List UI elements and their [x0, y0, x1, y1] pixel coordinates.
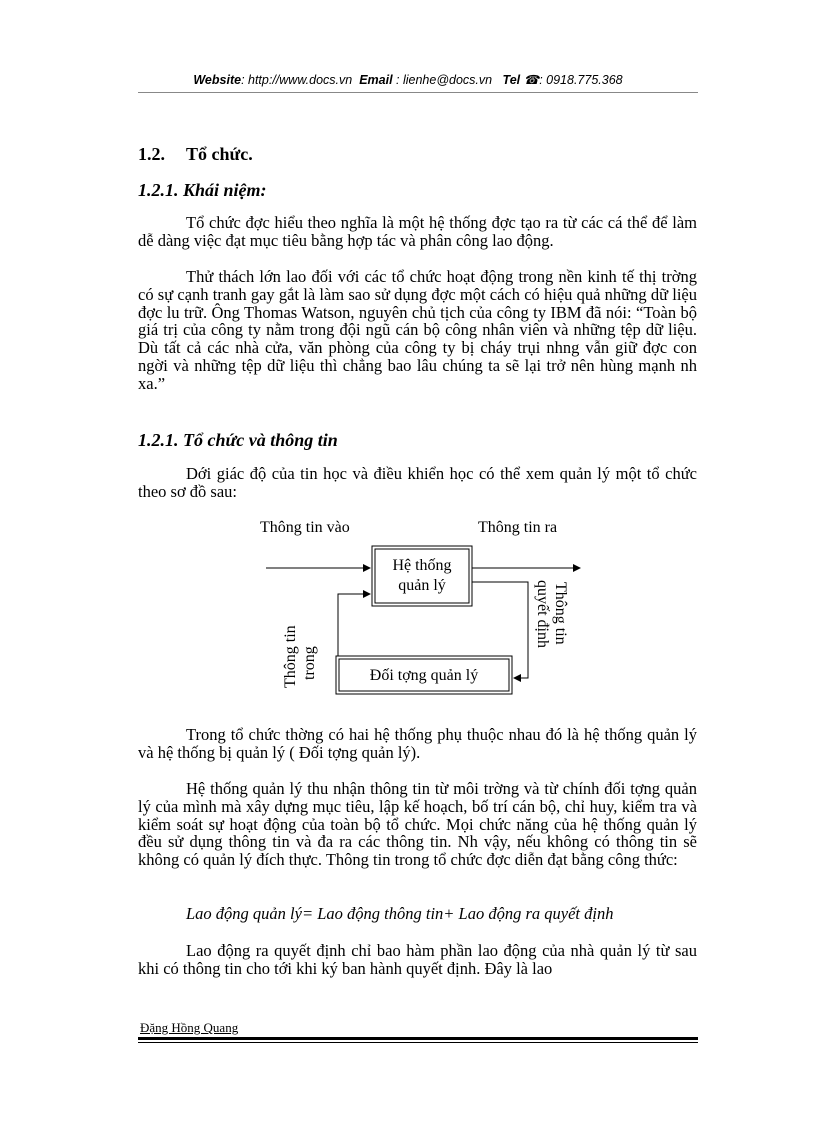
system-line-1: Hệ thống: [392, 557, 452, 574]
management-diagram: [250, 510, 590, 710]
object-label: Đối tợng quản lý: [369, 667, 479, 684]
paragraph-2: Thử thách lớn lao đối với các tổ chức hoạt động trong nền kinh tế thị trờng có sự cạnh tranh gay gắt là làm sao sử dụng đợc một cách có hiệu quả những dữ liệu đợc lu trữ. Ông Thomas Watson, nguyên chủ tịch của công ty IBM đã nói: “Toàn bộ giá trị của công ty nằm trong đội ngũ cán bộ công nhân viên và những tệp dữ liệu. Dù tất cả các nhà cửa, văn phòng của công ty bị cháy trụi nhng vẫn giữ đợc con ngời và những tệp dữ liệu thì chẳng bao lâu chúng ta sẽ lại trở nên hùng mạnh nh xa.”: [138, 267, 697, 393]
paragraph-5: Hệ thống quản lý thu nhận thông tin từ môi trờng và từ chính đối tợng quản lý của mình mà xây dựng mục tiêu, lập kế hoạch, bố trí cán bộ, chỉ huy, kiểm tra và kiểm soát sự hoạt động của toàn bộ tổ chức. Mọi chức năng của hệ thống quản lý đều sử dụng thông tin và đa ra các thông tin. Nh vậy, nếu không có thông tin sẽ không có quản lý đích thực. Thông tin trong tổ chức đợc diễn đạt bằng công thức:: [138, 779, 697, 870]
website-label: Website: [193, 73, 242, 87]
left-label-2: trong: [301, 646, 318, 680]
formula: Lao động quản lý= Lao động thông tin+ Lao động ra quyết định: [186, 904, 614, 923]
right-label-1: Thông tin: [552, 582, 569, 645]
left-label-1: Thông tin: [282, 625, 299, 688]
paragraph-1: Tổ chức đợc hiểu theo nghĩa là một hệ thống đợc tạo ra từ các cá thể để làm dễ dàng việc đạt mục tiêu bằng hợp tác và phân công lao động.: [138, 213, 697, 250]
right-label-2: quyết định: [534, 580, 551, 648]
system-line-2: quản lý: [398, 577, 446, 594]
header-rule: [138, 92, 698, 93]
footer-author: Đặng Hồng Quang: [140, 1020, 239, 1035]
section-title: Tổ chức.: [186, 144, 253, 164]
footer-rule-thick: [138, 1037, 698, 1040]
email-label: Email: [359, 73, 393, 87]
email-value: : lienhe@docs.vn: [396, 73, 493, 87]
paragraph-3: Dới giác độ của tin học và điều khiển học có thể xem quản lý một tổ chức theo sơ đồ sau:: [138, 464, 697, 501]
tel-value: : 0918.775.368: [539, 73, 623, 87]
tel-label: Tel: [502, 73, 521, 87]
page-header: [0, 72, 816, 87]
subsection-heading-2: 1.2.1. Tổ chức và thông tin: [138, 430, 338, 450]
paragraph-6: Lao động ra quyết định chỉ bao hàm phần lao động của nhà quản lý từ sau khi có thông tin cho tới khi ký ban hành quyết định. Đây là lao: [138, 941, 697, 978]
subsection-heading-1: 1.2.1. Khái niệm:: [138, 180, 267, 200]
phone-icon: ☎: [523, 73, 540, 87]
website-value: : http://www.docs.vn: [241, 73, 353, 87]
paragraph-4: Trong tổ chức thờng có hai hệ thống phụ thuộc nhau đó là hệ thống quản lý và hệ thống bị quản lý ( Đối tợng quản lý).: [138, 725, 697, 762]
section-heading: [138, 144, 253, 165]
output-label: Thông tin ra: [478, 519, 558, 536]
input-label: Thông tin vào: [260, 519, 350, 536]
section-number: 1.2.: [138, 144, 165, 164]
footer-rule-thin: [138, 1042, 698, 1043]
